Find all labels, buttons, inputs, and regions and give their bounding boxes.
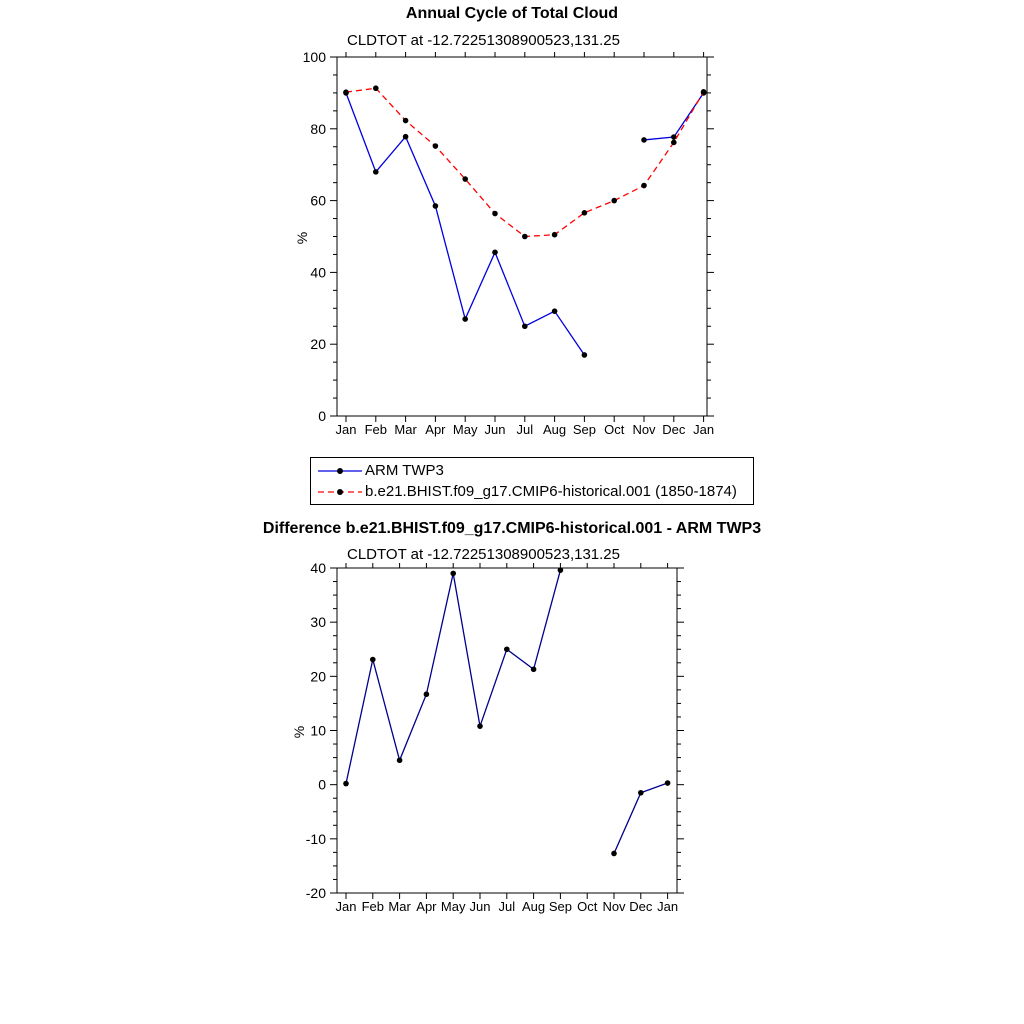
x-tick-label: Jul (498, 899, 516, 914)
data-point-marker (671, 140, 677, 146)
data-point-marker (638, 790, 644, 796)
series-line-0 (346, 570, 560, 783)
data-point-marker (397, 757, 403, 763)
data-point-marker (504, 646, 510, 652)
chart1-subtitle: CLDTOT at -12.72251308900523,131.25 (347, 32, 620, 49)
y-tick-label: 80 (310, 120, 326, 137)
data-point-marker (477, 723, 483, 729)
x-tick-label: Jun (484, 422, 506, 437)
data-point-marker (373, 169, 379, 175)
series-line-1 (346, 88, 704, 236)
x-tick-label: Feb (364, 422, 388, 437)
y-tick-label: 0 (318, 776, 326, 793)
data-point-marker (492, 211, 498, 217)
x-tick-label: Jun (469, 899, 491, 914)
x-tick-label: Jul (516, 422, 534, 437)
x-tick-label: Dec (629, 899, 653, 914)
legend-dashed-line-sample (317, 486, 363, 498)
data-point-marker (403, 118, 409, 124)
plot-frame (337, 568, 677, 893)
x-tick-label: Jan (335, 422, 357, 437)
y-tick-label: 40 (310, 560, 326, 576)
chart1-title: Annual Cycle of Total Cloud (405, 5, 619, 22)
y-tick-label: 20 (310, 336, 326, 353)
y-tick-label: -10 (305, 830, 326, 847)
x-tick-label: Apr (425, 422, 446, 437)
y-tick-label: 20 (310, 668, 326, 685)
x-tick-label: Oct (604, 422, 625, 437)
x-tick-label: May (440, 899, 466, 914)
y-tick-label: 0 (318, 408, 326, 424)
x-tick-label: Nov (632, 422, 656, 437)
y-tick-label: 30 (310, 614, 326, 631)
x-tick-label: Dec (662, 422, 686, 437)
data-point-marker (611, 198, 617, 204)
series-line-0 (346, 93, 584, 355)
data-point-marker (552, 308, 558, 314)
data-point-marker (522, 234, 528, 240)
legend-marker-dot (337, 468, 343, 474)
data-point-marker (531, 666, 537, 672)
data-point-marker (433, 203, 439, 209)
legend-label-arm-twp3: ARM TWP3 (365, 462, 444, 479)
series-line-0 (644, 93, 704, 140)
data-point-marker (611, 851, 617, 857)
data-point-marker (671, 134, 677, 140)
x-tick-label: Feb (361, 899, 385, 914)
chart1-y-axis-label: % (294, 231, 311, 245)
data-point-marker (373, 85, 379, 91)
x-tick-label: Mar (394, 422, 417, 437)
legend (310, 457, 754, 505)
y-tick-label: 60 (310, 192, 326, 209)
x-tick-label: Mar (388, 899, 411, 914)
data-point-marker (403, 134, 409, 140)
annual-cycle-chart (303, 49, 714, 437)
x-tick-label: Apr (416, 899, 437, 914)
x-tick-label: Jan (657, 899, 679, 914)
x-tick-label: Nov (602, 899, 626, 914)
data-point-marker (522, 323, 528, 329)
x-tick-label: Jan (335, 899, 357, 914)
data-point-marker (701, 89, 707, 95)
data-point-marker (433, 143, 439, 149)
chart2-title: Difference b.e21.BHIST.f09_g17.CMIP6-historical.001 - ARM TWP3 (262, 520, 762, 537)
data-point-marker (641, 183, 647, 189)
data-point-marker (558, 567, 564, 573)
data-point-marker (552, 232, 558, 238)
difference-chart (306, 560, 684, 914)
x-tick-label: Aug (543, 422, 567, 437)
legend-item-arm-twp3 (317, 460, 747, 481)
legend-marker-dot (337, 489, 343, 495)
chart2-y-axis-label: % (291, 725, 308, 739)
data-point-marker (582, 352, 588, 358)
x-tick-label: Jan (693, 422, 715, 437)
data-point-marker (424, 691, 430, 697)
data-point-marker (343, 781, 349, 787)
legend-label-model-run: b.e21.BHIST.f09_g17.CMIP6-historical.001 (1850-1874) (365, 483, 737, 500)
x-tick-label: May (452, 422, 478, 437)
y-tick-label: 10 (310, 722, 326, 739)
data-point-marker (343, 89, 349, 95)
data-point-marker (450, 571, 456, 577)
legend-solid-line-sample (317, 465, 363, 477)
x-tick-label: Aug (522, 899, 546, 914)
data-point-marker (665, 780, 671, 786)
x-tick-label: Sep (548, 899, 572, 914)
data-point-marker (582, 210, 588, 216)
data-point-marker (492, 249, 498, 255)
y-tick-label: -20 (305, 885, 326, 901)
x-tick-label: Oct (577, 899, 598, 914)
legend-item-model-run (317, 481, 747, 502)
x-tick-label: Sep (572, 422, 596, 437)
data-point-marker (641, 137, 647, 143)
data-point-marker (462, 316, 468, 322)
data-point-marker (462, 176, 468, 182)
data-point-marker (370, 657, 376, 663)
chart2-subtitle: CLDTOT at -12.72251308900523,131.25 (347, 546, 620, 563)
y-tick-label: 40 (310, 264, 326, 281)
y-tick-label: 100 (302, 49, 326, 65)
